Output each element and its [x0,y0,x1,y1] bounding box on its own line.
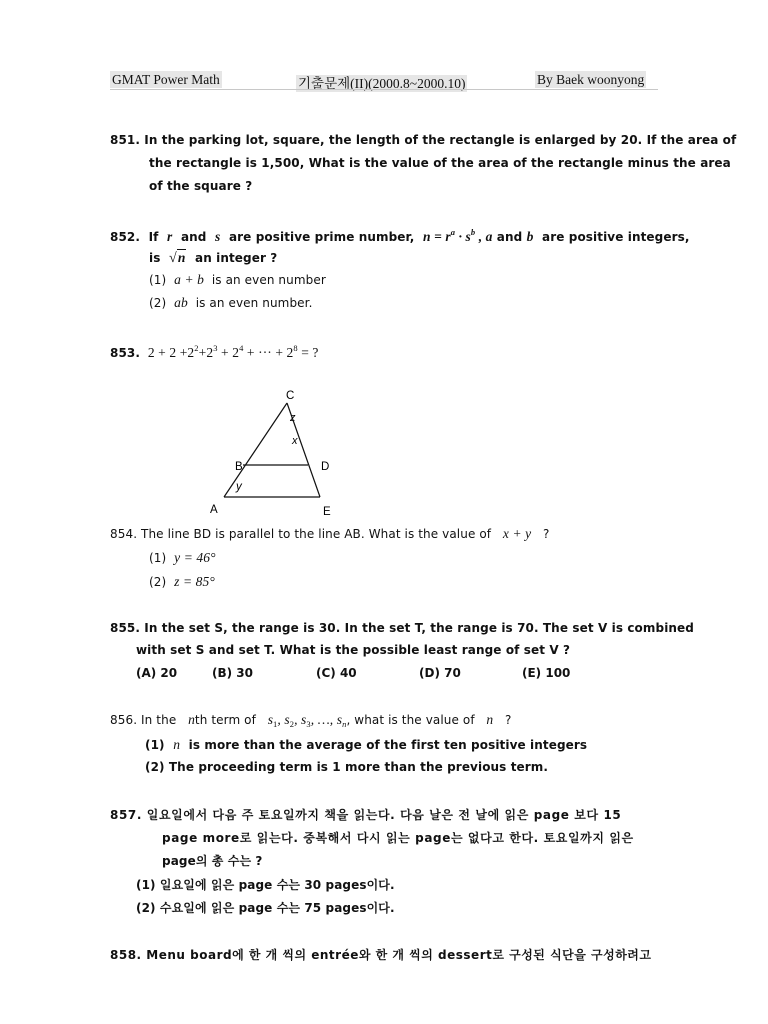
option-b: (B) 30 [212,666,253,680]
statement-1: (1) 일요일에 읽은 page 수는 30 pages이다. [136,878,395,892]
statement-1: (1) y = 46° [149,550,216,565]
vertex-d-label: D [321,461,330,473]
statement-1: (1) n is more than the average of the first ten positive integers [145,737,588,752]
question-text: is √n an integer ? [149,250,278,266]
question-text: page more로 읽는다. 중복해서 다시 읽는 page는 없다고 한다. 토요일까지 읽은 [162,831,634,845]
vertex-a-label: A [210,504,218,516]
option-d: (D) 70 [419,666,461,680]
statement-1: (1) a + b is an even number [149,272,326,287]
angle-y-label: y [236,481,242,493]
question-text: 857. 일요일에서 다음 주 토요일까지 책을 읽는다. 다음 날은 전 날에 읽은 page 보다 15 [110,808,622,822]
question-853: 853. $2 + 2 +2^2+2^3 + 2^4$ + ··· + $2^8$ = ? [110,343,319,360]
vertex-c-label: C [286,390,295,402]
header-section: 기출문제(II)(2000.8~2000.10) [298,76,466,91]
vertex-b-label: B [235,461,243,473]
question-858: 858. Menu board에 한 개 씩의 entrée와 한 개 씩의 dessert로 구성된 식단을 구성하려고 [110,948,652,962]
question-text: 855. In the set S, the range is 30. In the set T, the range is 70. The set V is combined [110,621,694,635]
statement-2: (2) ab is an even number. [149,295,313,310]
header-rule [110,89,658,90]
question-number: 851. In the parking lot, square, the length of the rectangle is enlarged by 20. If the area of [110,133,737,147]
question-text: of the square ? [149,179,253,193]
statement-2: (2) The proceeding term is 1 more than the previous term. [145,760,549,774]
segment-ca [224,403,287,497]
option-a: (A) 20 [136,666,178,680]
question-text: 856. In the nth term of $s_1$, $s_2$, $s_3$, …, $s_n$, what is the value of n ? [110,712,512,729]
header-book-title: GMAT Power Math [112,72,220,87]
triangle-diagram [200,385,350,520]
header-author: By Baek woonyong [537,72,645,87]
angle-x-label: x [292,435,298,447]
statement-2: (2) z = 85° [149,574,215,589]
statement-2: (2) 수요일에 읽은 page 수는 75 pages이다. [136,901,395,915]
option-e: (E) 100 [522,666,571,680]
vertex-e-label: E [323,506,331,518]
question-text: with set S and set T. What is the possible least range of set V ? [136,643,571,657]
question-text: 852. If r and s are positive prime number, $n = r^a \cdot s^b$ , a and b are positive integers, [110,227,690,244]
angle-z-label: z [290,412,296,424]
question-text: the rectangle is 1,500, What is the value of the area of the rectangle minus the area [149,156,731,170]
option-c: (C) 40 [316,666,357,680]
question-text: 854. The line BD is parallel to the line AB. What is the value of x + y ? [110,526,550,541]
question-text: page의 총 수는 ? [162,854,263,868]
